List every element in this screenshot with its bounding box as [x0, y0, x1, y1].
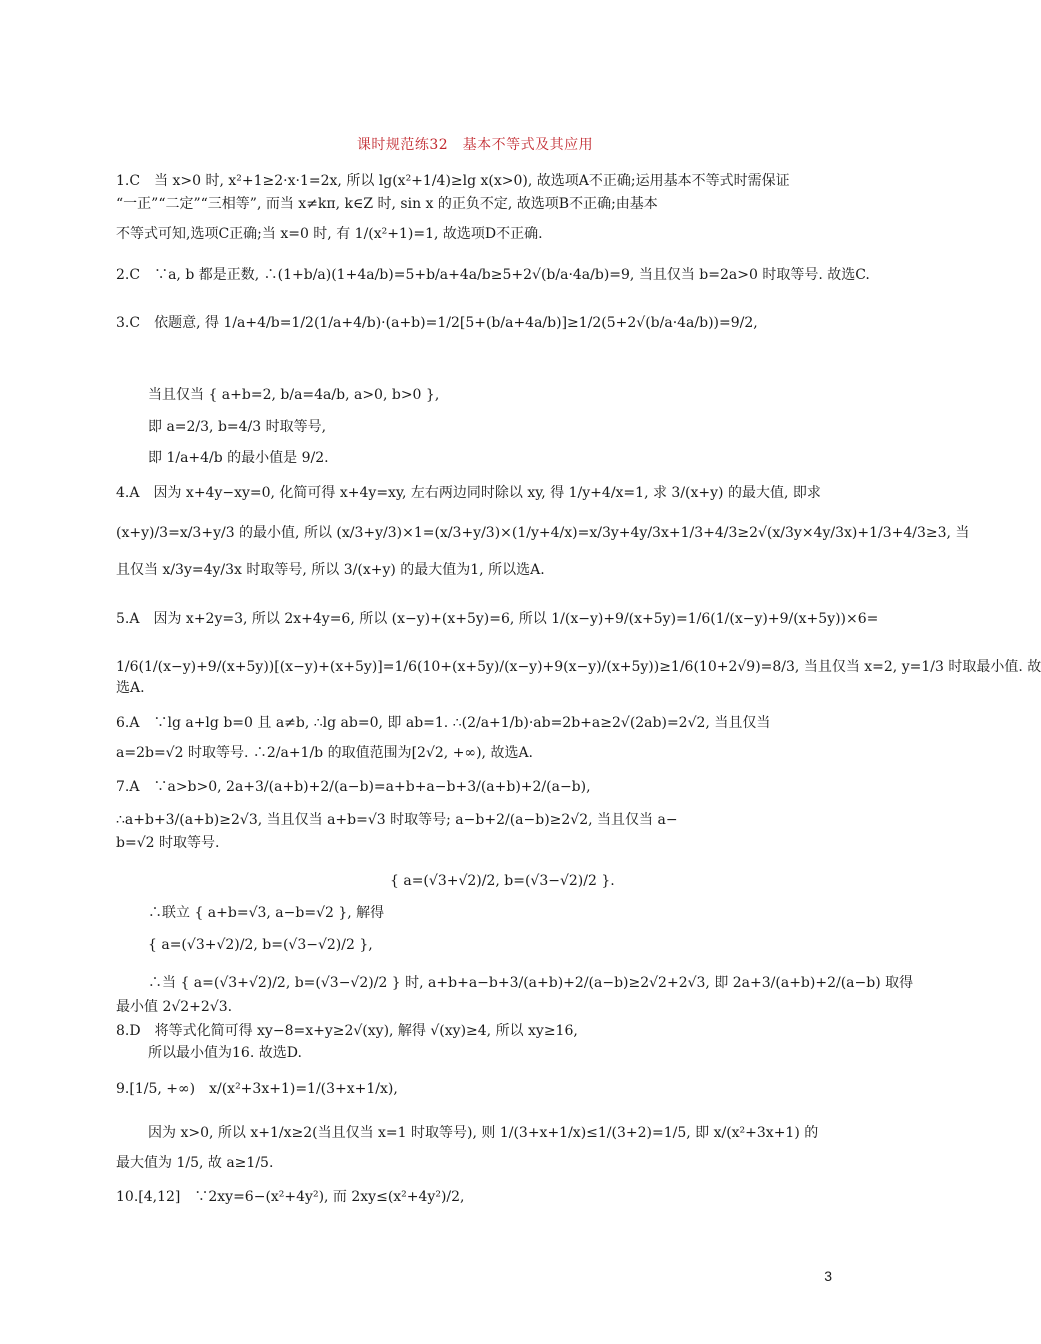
text-line: 2.C ∵a, b 都是正数, ∴(1+b/a)(1+4a/b)=5+b/a+4a/b≥5+2√(b/a·4a/b)=9, 当且仅当 b=2a>0 时取等号. 故选C. [116, 267, 870, 283]
text-line: ∴当 { a=(√3+√2)/2, b=(√3−√2)/2 } 时, a+b+a−b+3/(a+b)+2/(a−b)≥2√2+2√3, 即 2a+3/(a+b)+2/(a−b) 取得 [148, 975, 914, 991]
text-line: 3.C 依题意, 得 1/a+4/b=1/2(1/a+4/b)·(a+b)=1/2[5+(b/a+4a/b)]≥1/2(5+2√(b/a·4a/b))=9/2, [116, 315, 758, 331]
text-line: 5.A 因为 x+2y=3, 所以 2x+4y=6, 所以 (x−y)+(x+5y)=6, 所以 1/(x−y)+9/(x+5y)=1/6(1/(x−y)+9/(x+5y))×6= [116, 611, 879, 627]
text-line: 9.[1/5, +∞) x/(x²+3x+1)=1/(3+x+1/x), [116, 1081, 398, 1097]
text-line: 且仅当 x/3y=4y/3x 时取等号, 所以 3/(x+y) 的最大值为1, 所以选A. [116, 562, 545, 578]
text-line: 即 a=2/3, b=4/3 时取等号, [148, 419, 327, 435]
text-line: 因为 x>0, 所以 x+1/x≥2(当且仅当 x=1 时取等号), 则 1/(3+x+1/x)≤1/(3+2)=1/5, 即 x/(x²+3x+1) 的 [148, 1125, 819, 1141]
text-line: b=√2 时取等号. [116, 835, 220, 851]
text-line: 8.D 将等式化简可得 xy−8=x+y≥2√(xy), 解得 √(xy)≥4, 所以 xy≥16, [116, 1023, 578, 1039]
page-title: 课时规范练32 基本不等式及其应用 [356, 137, 594, 153]
text-line: 4.A 因为 x+4y−xy=0, 化简可得 x+4y=xy, 左右两边同时除以 xy, 得 1/y+4/x=1, 求 3/(x+y) 的最大值, 即求 [116, 485, 821, 501]
text-line: (x+y)/3=x/3+y/3 的最小值, 所以 (x/3+y/3)×1=(x/3+y/3)×(1/y+4/x)=x/3y+4y/3x+1/3+4/3≥2√(x/3y×4y/3x)+1/3+4/3≥3, 当 [116, 525, 970, 541]
text-line: 即 1/a+4/b 的最小值是 9/2. [148, 450, 329, 466]
text-line: ∴a+b+3/(a+b)≥2√3, 当且仅当 a+b=√3 时取等号; a−b+2/(a−b)≥2√2, 当且仅当 a− [116, 812, 678, 828]
text-line: 1.C 当 x>0 时, x²+1≥2·x·1=2x, 所以 lg(x²+1/4)≥lg x(x>0), 故选项A不正确;运用基本不等式时需保证 [116, 173, 790, 189]
text-line: 7.A ∵a>b>0, 2a+3/(a+b)+2/(a−b)=a+b+a−b+3/(a+b)+2/(a−b), [116, 779, 591, 795]
text-line: a=2b=√2 时取等号. ∴2/a+1/b 的取值范围为[2√2, +∞), 故选A. [116, 745, 534, 761]
text-line: { a=(√3+√2)/2, b=(√3−√2)/2 }. [390, 873, 615, 889]
text-line: “一正”“二定”“三相等”, 而当 x≠kπ, k∈Z 时, sin x 的正负不定, 故选项B不正确;由基本 [116, 196, 658, 212]
text-line: 不等式可知,选项C正确;当 x=0 时, 有 1/(x²+1)=1, 故选项D不正确. [116, 226, 543, 242]
text-line: 所以最小值为16. 故选D. [148, 1045, 302, 1061]
text-line: 选A. [116, 680, 145, 696]
text-line: { a=(√3+√2)/2, b=(√3−√2)/2 }, [148, 937, 373, 953]
text-line: 最小值 2√2+2√3. [116, 999, 233, 1015]
text-line: 10.[4,12] ∵2xy=6−(x²+4y²), 而 2xy≤(x²+4y²)/2, [116, 1189, 465, 1205]
text-line: 6.A ∵lg a+lg b=0 且 a≠b, ∴lg ab=0, 即 ab=1. ∴(2/a+1/b)·ab=2b+a≥2√(2ab)=2√2, 当且仅当 [116, 715, 771, 731]
text-line: ∴联立 { a+b=√3, a−b=√2 }, 解得 [148, 905, 385, 921]
page-number: 3 [824, 1268, 832, 1284]
text-line: 当且仅当 { a+b=2, b/a=4a/b, a>0, b>0 }, [148, 387, 440, 403]
text-line: 1/6(1/(x−y)+9/(x+5y))[(x−y)+(x+5y)]=1/6(10+(x+5y)/(x−y)+9(x−y)/(x+5y))≥1/6(10+2√9)=8/3, 当且仅当 x=2, y=1/3 时取最小值. 故 [116, 659, 1041, 675]
text-line: 最大值为 1/5, 故 a≥1/5. [116, 1155, 274, 1171]
